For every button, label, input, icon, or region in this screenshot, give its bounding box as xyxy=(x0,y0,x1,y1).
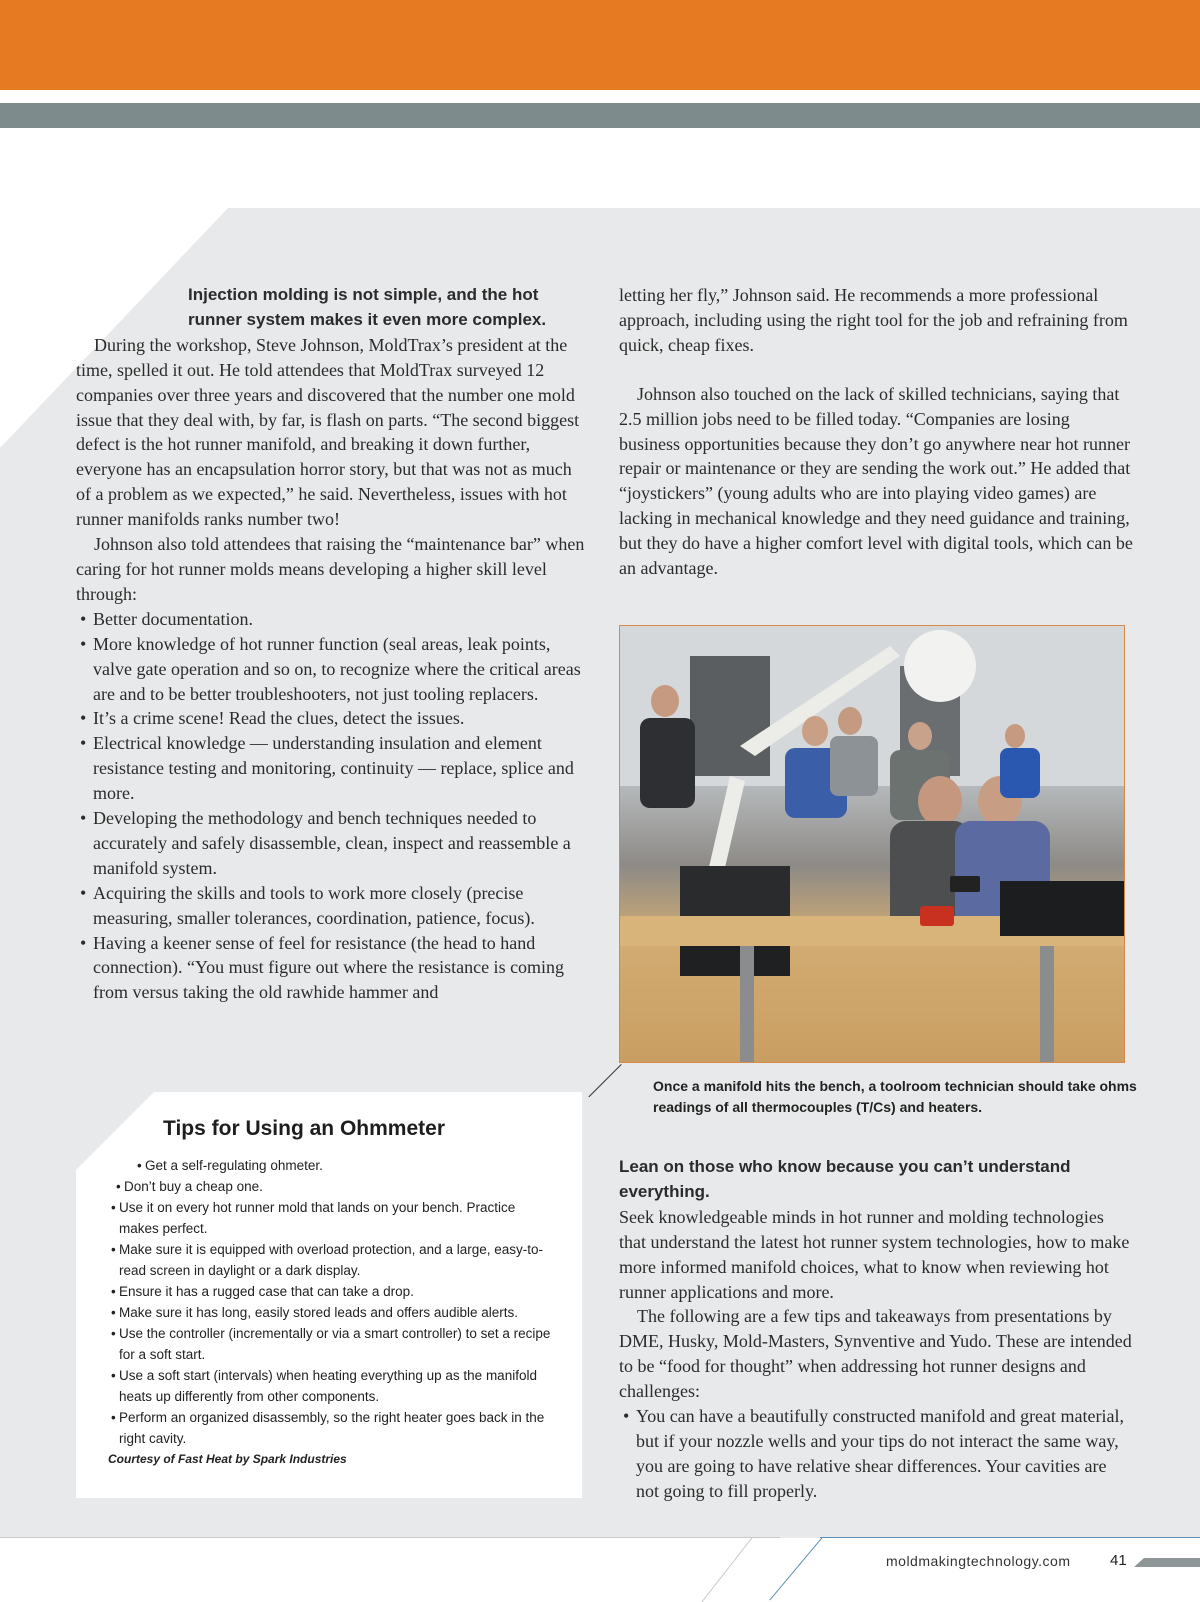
section-subhead: Lean on those who know because you can’t understand everything. xyxy=(619,1157,1071,1201)
list-item: • You can have a beautifully constructed manifold and great material, but if your nozzle wells and your tips do not interact the same way, you are going to have relative shear differences. Your cavities are not going to fill properly. xyxy=(619,1404,1133,1504)
list-item: • Don’t buy a cheap one. xyxy=(113,1176,554,1197)
footer-slash-gray xyxy=(702,1537,753,1602)
footer-divider-right xyxy=(820,1537,1200,1538)
list-item: • Acquiring the skills and tools to work more closely (precise measuring, smaller tolerances, coordination, patience, focus). xyxy=(76,881,586,931)
header-gray-bar xyxy=(0,103,1200,128)
tips-sidebar-list xyxy=(108,1155,554,1470)
body-paragraph: During the workshop, Steve Johnson, MoldTrax’s president at the time, spelled it out. He told attendees that MoldTrax surveyed 12 companies over three years and discovered that the number one mold issue that they deal with, by far, is flash on parts. “The second biggest defect is the hot runner manifold, and breaking it down further, everyone has an encapsulation horror story, but that was not as much of a problem as we expected,” he said. Nevertheless, issues with hot runner manifolds ranks number two! xyxy=(76,334,580,530)
left-column xyxy=(76,283,586,1005)
body-paragraph: letting her fly,” Johnson said. He recommends a more professional approach, including using the right tool for the job and refraining from quick, cheap fixes. xyxy=(619,285,1128,355)
list-item: • Better documentation. xyxy=(76,607,586,632)
footer-tab-marker xyxy=(1134,1558,1200,1567)
body-paragraph: Seek knowledgeable minds in hot runner and molding technologies that understand the latest hot runner system technologies, how to make more informed manifold choices, what to know when reviewing hot runner applications and more. xyxy=(619,1206,1130,1302)
header-orange-bar xyxy=(0,0,1200,90)
body-paragraph: Johnson also told attendees that raising the “maintenance bar” when caring for hot runner molds means developing a higher skill level through: xyxy=(76,534,585,604)
footer-website: moldmakingtechnology.com xyxy=(886,1553,1071,1569)
lead-paragraph: Injection molding is not simple, and the hot runner system makes it even more complex. xyxy=(188,285,547,329)
list-item: • Get a self-regulating ohmeter. xyxy=(134,1155,554,1176)
page-number: 41 xyxy=(1110,1552,1127,1569)
list-item: • Ensure it has a rugged case that can take a drop. xyxy=(108,1281,554,1302)
tips-credit: Courtesy of Fast Heat by Spark Industries xyxy=(108,1452,347,1466)
right-column-bottom xyxy=(619,1155,1133,1504)
body-paragraph: The following are a few tips and takeaways from presentations by DME, Husky, Mold-Masters, Synventive and Yudo. These are intended to be “food for thought” when addressing hot runner designs and challenges: xyxy=(619,1306,1132,1402)
list-item: • Use a soft start (intervals) when heating everything up as the manifold heats up differently from other components. xyxy=(108,1365,554,1407)
body-paragraph: Johnson also touched on the lack of skilled technicians, saying that 2.5 million jobs need to be filled today. “Companies are losing business opportunities because they don’t go anywhere near hot runner repair or maintenance or they are sending the work out.” He added that “joystickers” (young adults who are into playing video games) are lacking in mechanical knowledge and they need guidance and training, but they do have a higher comfort level with digital tools, which can be an advantage. xyxy=(619,383,1133,579)
takeaways-list xyxy=(619,1404,1133,1504)
photo-caption xyxy=(619,1076,1139,1118)
list-item: • More knowledge of hot runner function (seal areas, leak points, valve gate operation and so on, to recognize where the critical areas are and to be better troubleshooters, not just tooling replacers. xyxy=(76,632,586,707)
list-item: • Perform an organized disassembly, so the right heater goes back in the right cavity. xyxy=(108,1407,554,1449)
list-item: • Use the controller (incrementally or via a smart controller) to set a recipe for a soft start. xyxy=(108,1323,554,1365)
photo-caption-text: Once a manifold hits the bench, a toolroom technician should take ohms readings of all thermocouples (T/Cs) and heaters. xyxy=(653,1078,1137,1115)
workshop-photo xyxy=(619,625,1125,1063)
footer-slash-blue xyxy=(769,1537,822,1600)
footer-divider-left xyxy=(0,1537,780,1538)
list-item: • Make sure it has long, easily stored leads and offers audible alerts. xyxy=(108,1302,554,1323)
right-column-top xyxy=(619,283,1133,581)
workshop-photo-illustration xyxy=(620,626,1124,1062)
list-item: • It’s a crime scene! Read the clues, detect the issues. xyxy=(76,706,586,731)
list-item: • Having a keener sense of feel for resistance (the head to hand connection). “You must figure out where the resistance is coming from versus taking the old rawhide hammer and xyxy=(76,931,586,1006)
list-item: • Use it on every hot runner mold that lands on your bench. Practice makes perfect. xyxy=(108,1197,554,1239)
tips-sidebar-title: Tips for Using an Ohmmeter xyxy=(163,1117,445,1140)
skills-list xyxy=(76,607,586,1006)
list-item: • Make sure it is equipped with overload protection, and a large, easy-to-read screen in daylight or a dark display. xyxy=(108,1239,554,1281)
list-item: • Developing the methodology and bench techniques needed to accurately and safely disassemble, clean, inspect and reassemble a manifold system. xyxy=(76,806,586,881)
list-item: • Electrical knowledge — understanding insulation and element resistance testing and monitoring, continuity — replace, splice and more. xyxy=(76,731,586,806)
